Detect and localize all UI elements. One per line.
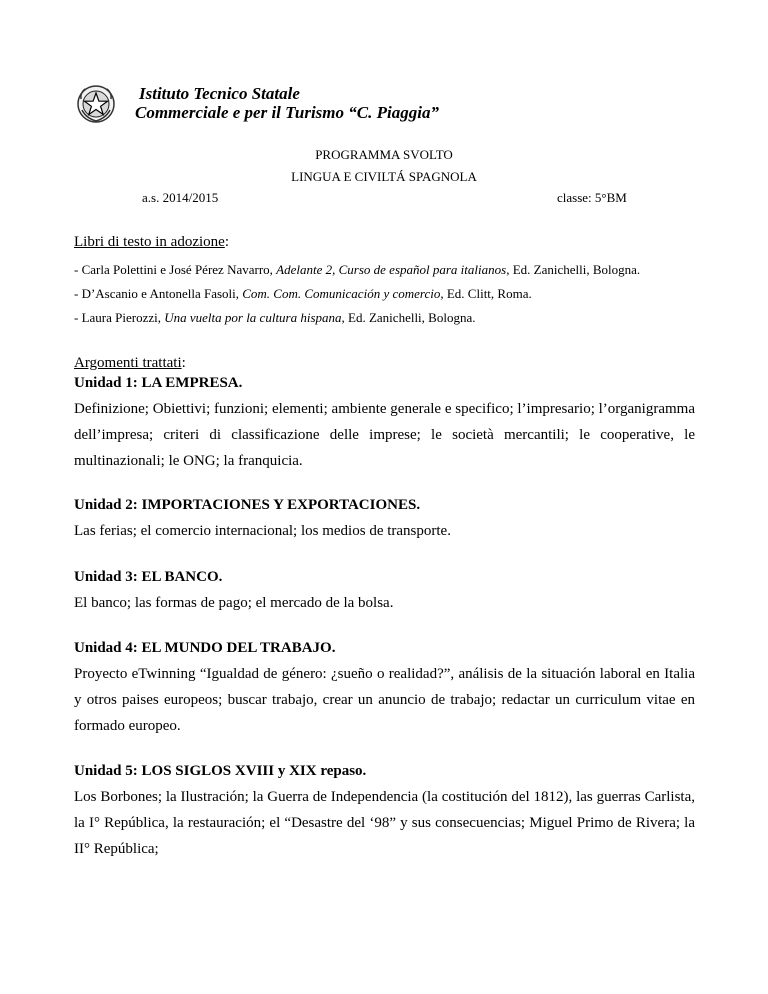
unit-body: El banco; las formas de pago; el mercado de la bolsa. <box>74 595 394 611</box>
unit-body: Las ferias; el comercio internacional; los medios de transporte. <box>74 523 451 539</box>
unit-title: Unidad 2: IMPORTACIONES Y EXPORTACIONES. <box>74 497 421 513</box>
school-name <box>135 84 439 122</box>
unit-title: Unidad 4: EL MUNDO DEL TRABAJO. <box>74 640 336 656</box>
topics-heading: Argomenti trattati: <box>74 355 186 371</box>
unit-title: Unidad 1: LA EMPRESA. <box>74 375 243 391</box>
school-year: a.s. 2014/2015 <box>142 190 219 205</box>
program-title: PROGRAMMA SVOLTO <box>315 147 453 162</box>
unit-body: Definizione; Obiettivi; funzioni; elementi; ambiente generale e specifico; l’impresario; l’organigramma dell’impresa; criteri di classificazione delle imprese; le società mercantili; le cooperative, le multinazionali; le ONG; la franquicia. <box>74 401 695 469</box>
book-item: - D’Ascanio e Antonella Fasoli, Com. Com. Comunicación y comercio, Ed. Clitt, Roma. <box>74 286 532 301</box>
unit-body: Proyecto eTwinning “Igualdad de género: ¿sueño o realidad?”, análisis de la situación laboral en Italia y otros paises europeos; buscar trabajo, crear un anuncio de trabajo; redactar un curriculum vitae en formado europeo. <box>74 666 695 734</box>
book-item: - Carla Polettini e José Pérez Navarro, Adelante 2, Curso de español para italianos, Ed. Zanichelli, Bologna. <box>74 262 641 277</box>
school-name-line1: Istituto Tecnico Statale <box>139 84 300 103</box>
unit-body: Los Borbones; la Ilustración; la Guerra de Independencia (la costitución del 1812), las guerras Carlista, la I° República, la restauración; el “Desastre del ‘98” y sus consecuencias; Miguel Primo de Rivera; la II° República; <box>74 789 695 857</box>
subject-title: LINGUA E CIVILTÁ SPAGNOLA <box>291 169 477 184</box>
book-item: - Laura Pierozzi, Una vuelta por la cultura hispana, Ed. Zanichelli, Bologna. <box>74 310 476 325</box>
books-heading: Libri di testo in adozione: <box>74 234 229 250</box>
unit-title: Unidad 3: EL BANCO. <box>74 569 223 585</box>
class-label: classe: 5°BM <box>557 190 627 205</box>
unit-title: Unidad 5: LOS SIGLOS XVIII y XIX repaso. <box>74 763 367 779</box>
school-name-line2: Commerciale e per il Turismo “C. Piaggia” <box>135 103 439 122</box>
italian-republic-emblem-icon <box>76 84 116 124</box>
